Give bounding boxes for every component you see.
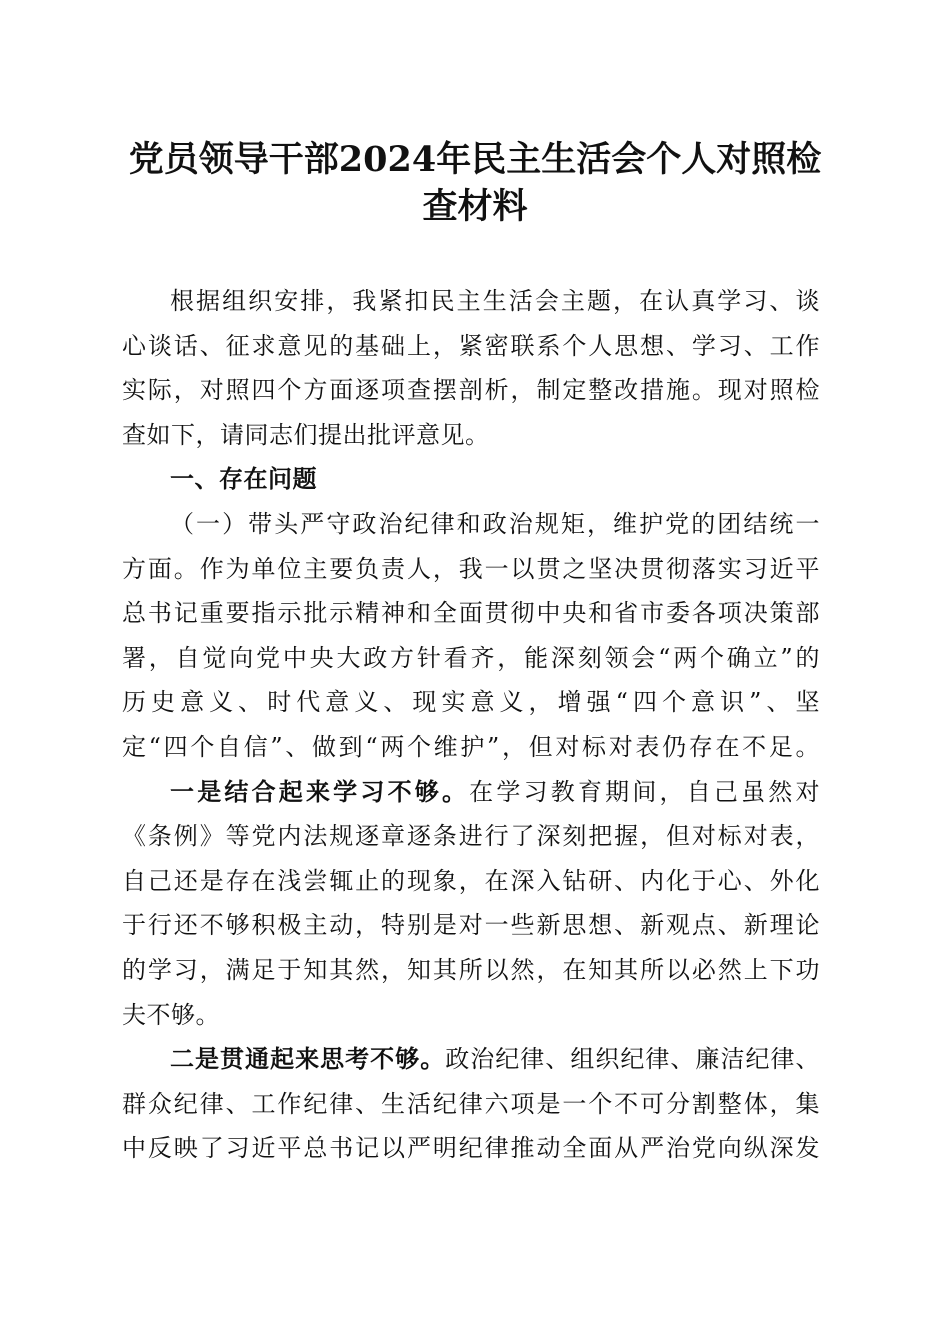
text-line: 根据组织安排，我紧扣民主生活会主题，在认真学习、谈: [170, 287, 820, 315]
text-line: 总书记重要指示批示精神和全面贯彻中央和省市委各项决策部: [122, 599, 820, 628]
point-text: 在学习教育期间，自己虽然对: [469, 777, 821, 806]
title-line-1: 党员领导干部2024年民主生活会个人对照检: [128, 139, 822, 180]
text-line: 心谈话、征求意见的基础上，紧密联系个人思想、学习、工作: [122, 331, 820, 360]
title-line-2: 查材料: [422, 186, 528, 227]
section-heading: 一、存在问题: [170, 465, 317, 494]
text-line: 查如下，请同志们提出批评意见。: [122, 420, 490, 449]
text-line: 中反映了习近平总书记以严明纪律推动全面从严治党向纵深发: [122, 1134, 820, 1163]
text-line: 实际，对照四个方面逐项查摆剖析，制定整改措施。现对照检: [122, 376, 820, 405]
text-line: 群众纪律、工作纪律、生活纪律六项是一个不可分割整体，集: [122, 1089, 820, 1118]
text-line: [122, 770, 820, 815]
text-line: [122, 1037, 820, 1082]
text-line: 《条例》等党内法规逐章逐条进行了深刻把握，但对标对表，: [122, 822, 820, 851]
text-line: 署，自觉向党中央大政方针看齐，能深刻领会“两个确立”的: [122, 643, 820, 672]
document-body: [122, 279, 820, 1171]
text-line: 的学习，满足于知其然，知其所以然，在知其所以必然上下功: [122, 955, 820, 984]
point-2-paragraph: [122, 1037, 820, 1171]
text-line: 方面。作为单位主要负责人，我一以贯之坚决贯彻落实习近平: [122, 554, 820, 583]
point-1-paragraph: [122, 770, 820, 1038]
text-line: 于行还不够积极主动，特别是对一些新思想、新观点、新理论: [122, 911, 820, 940]
subsection-heading: （一）带头严守政治纪律和政治规矩，维护党的团结统一: [170, 509, 820, 538]
intro-paragraph: [122, 279, 820, 457]
text-line: 定“四个自信”、做到“两个维护”，但对标对表仍存在不足。: [122, 732, 820, 761]
text-line: 历史意义、时代意义、现实意义，增强“四个意识”、坚: [122, 688, 820, 717]
text-line: 夫不够。: [122, 1000, 220, 1029]
text-line: 自己还是存在浅尝辄止的现象，在深入钻研、内化于心、外化: [122, 866, 820, 895]
document-title: [0, 136, 950, 230]
point-lead: 一是结合起来学习不够。: [170, 776, 470, 806]
point-text: 政治纪律、组织纪律、廉洁纪律、: [445, 1045, 821, 1074]
section-1-paragraph: [122, 502, 820, 770]
point-lead: 二是贯通起来思考不够。: [170, 1044, 446, 1074]
